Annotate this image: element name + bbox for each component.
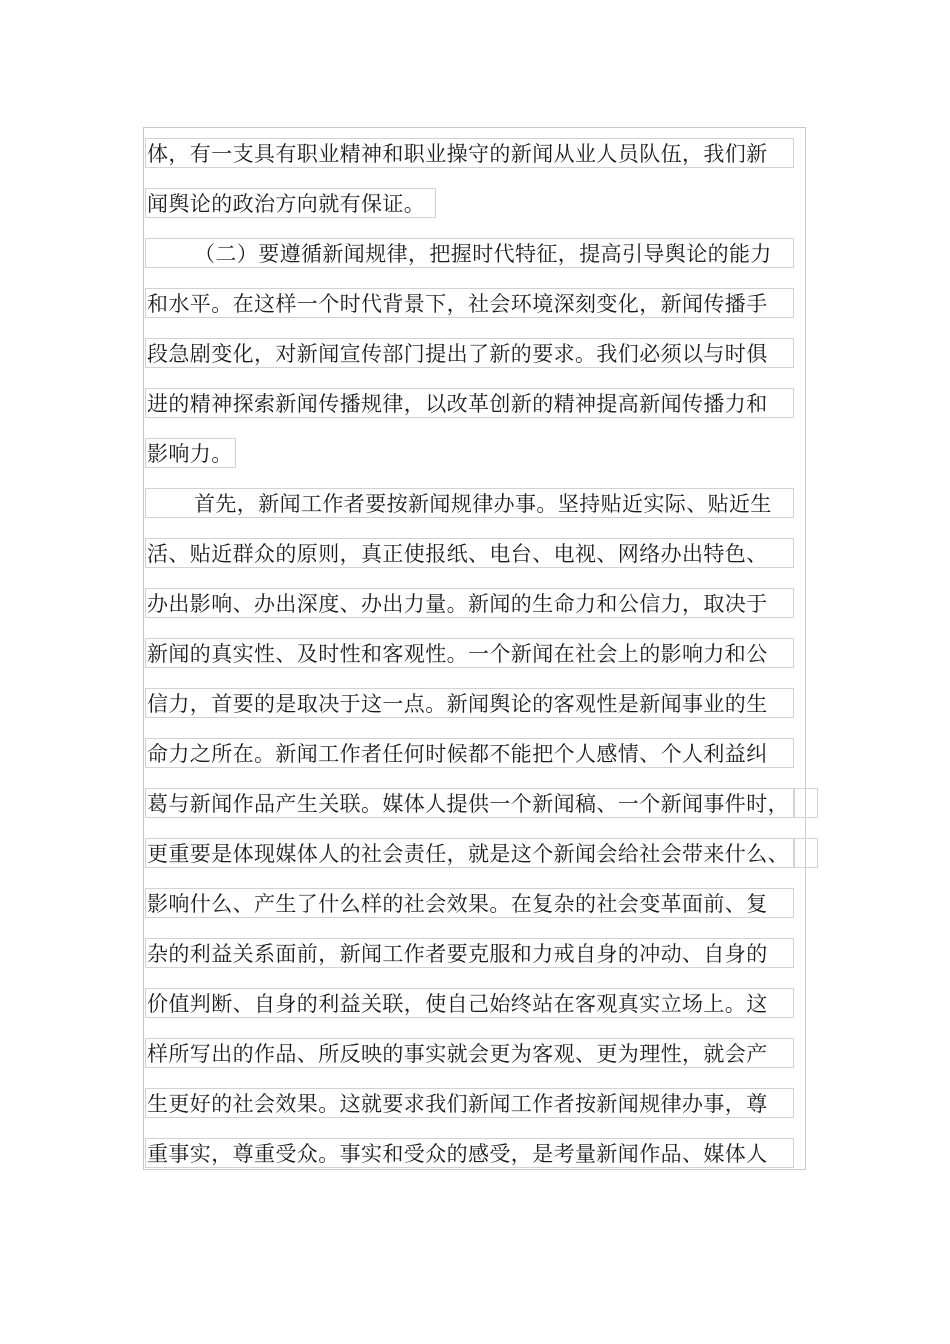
paragraph-heading-line: （二）要遵循新闻规律，把握时代特征，提高引导舆论的能力	[145, 238, 794, 268]
punctuation-overflow-box	[794, 838, 818, 868]
text-line: 进的精神探索新闻传播规律，以改革创新的精神提高新闻传播力和	[145, 388, 794, 418]
paragraph-start-line: 首先，新闻工作者要按新闻规律办事。坚持贴近实际、贴近生	[145, 488, 794, 518]
text-line: 样所写出的作品、所反映的事实就会更为客观、更为理性，就会产	[145, 1038, 794, 1068]
text-line: 新闻的真实性、及时性和客观性。一个新闻在社会上的影响力和公	[145, 638, 794, 668]
text-line: 重事实，尊重受众。事实和受众的感受，是考量新闻作品、媒体人	[145, 1138, 794, 1168]
text-line: 命力之所在。新闻工作者任何时候都不能把个人感情、个人利益纠	[145, 738, 794, 768]
text-line: 和水平。在这样一个时代背景下，社会环境深刻变化，新闻传播手	[145, 288, 794, 318]
text-line: 活、贴近群众的原则，真正使报纸、电台、电视、网络办出特色、	[145, 538, 794, 568]
text-line: 闻舆论的政治方向就有保证。	[145, 188, 436, 218]
punctuation-overflow-box	[794, 788, 818, 818]
text-line: 生更好的社会效果。这就要求我们新闻工作者按新闻规律办事，尊	[145, 1088, 794, 1118]
text-line: 办出影响、办出深度、办出力量。新闻的生命力和公信力，取决于	[145, 588, 794, 618]
text-line: 葛与新闻作品产生关联。媒体人提供一个新闻稿、一个新闻事件时，	[145, 788, 794, 818]
text-line: 更重要是体现媒体人的社会责任，就是这个新闻会给社会带来什么、	[145, 838, 794, 868]
text-line: 体，有一支具有职业精神和职业操守的新闻从业人员队伍，我们新	[145, 138, 794, 168]
text-line: 段急剧变化，对新闻宣传部门提出了新的要求。我们必须以与时俱	[145, 338, 794, 368]
text-line: 杂的利益关系面前，新闻工作者要克服和力戒自身的冲动、自身的	[145, 938, 794, 968]
text-line: 信力，首要的是取决于这一点。新闻舆论的客观性是新闻事业的生	[145, 688, 794, 718]
text-line: 价值判断、自身的利益关联，使自己始终站在客观真实立场上。这	[145, 988, 794, 1018]
text-line: 影响力。	[145, 438, 236, 468]
text-line: 影响什么、产生了什么样的社会效果。在复杂的社会变革面前、复	[145, 888, 794, 918]
